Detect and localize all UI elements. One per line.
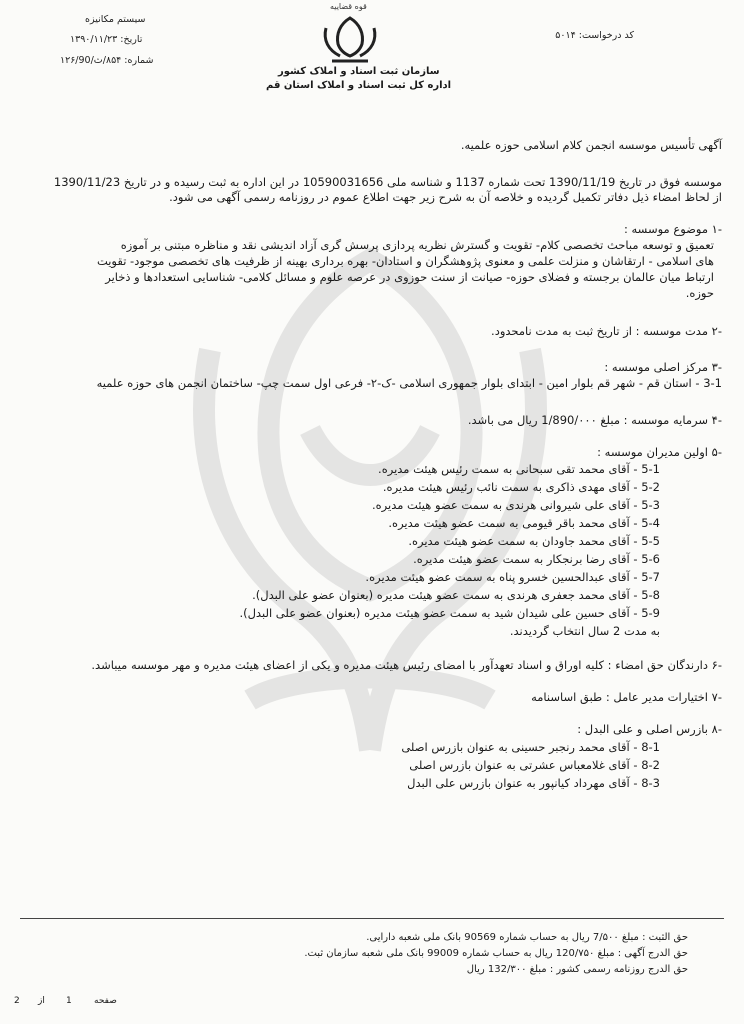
section-1-line: حوزه.: [685, 286, 714, 300]
inspector-item: 8-3 - آقای مهرداد کیانپور به عنوان بازرس علی البدل: [407, 776, 660, 790]
fee-registration: حق الثبت : مبلغ 7/۵۰۰ ریال به حساب شماره 90569 بانک ملی شعبه دارایی.: [366, 932, 688, 943]
section-1-line: های اسلامی - ارتقاشان و منزلت علمی و معنوی پژوهشگران و استادان- بهره برداری بهینه از ظرفیت های تخصصی موجود- تقویت: [96, 254, 714, 268]
document-date: تاریخ: ۱۳۹۰/۱۱/۲۳: [70, 34, 143, 45]
director-item: 5-9 - آقای حسین علی شیدان شید به سمت عضو هیئت مدیره (بعنوان عضو علی البدل).: [239, 606, 660, 620]
section-3-title: -۳ مرکز اصلی موسسه :: [604, 360, 722, 374]
section-2: -۲ مدت موسسه : از تاریخ ثبت به مدت نامحدود.: [491, 324, 722, 338]
inspector-item: 8-1 - آقای محمد رنجبر حسینی به عنوان بازرس اصلی: [401, 740, 660, 754]
section-7-ceo-authority: -۷ اختیارات مدیر عامل : طبق اساسنامه: [531, 690, 722, 704]
director-item: 5-3 - آقای علی شیروانی هرندی به سمت عضو هیئت مدیره.: [371, 498, 660, 512]
director-item: 5-1 - آقای محمد تقی سبحانی به سمت رئیس هیئت مدیره.: [378, 462, 660, 476]
directors-term: به مدت 2 سال انتخاب گردیدند.: [509, 624, 660, 638]
section-8-title: -۸ بازرس اصلی و علی البدل :: [577, 722, 722, 736]
director-item: 5-2 - آقای مهدی ذاکری به سمت نائب رئیس هیئت مدیره.: [382, 480, 660, 494]
intro-line-1: موسسه فوق در تاریخ 1390/11/19 تحت شماره 1137 و شناسه ملی 10590031656 در این اداره به ثبت رسیده و در تاریخ 1390/11/23: [53, 175, 722, 189]
org-name-line1: سازمان ثبت اسناد و املاک کشور: [278, 66, 440, 77]
fee-official-gazette: حق الدرج روزنامه رسمی کشور : مبلغ 132/۳۰۰ ریال: [466, 964, 688, 975]
section-1-title: -۱ موضوع موسسه :: [623, 222, 722, 236]
section-1-line: تعمیق و توسعه مباحث تخصصی کلام- تقویت و گسترش نظریه پردازی پرسش گری آزاد اندیشی نقد و مناظره مبتنی بر آموزه: [120, 238, 714, 252]
fee-announcement: حق الدرج آگهی : مبلغ 120/۷۵۰ ریال به حساب شماره 99009 بانک ملی شعبه سازمان ثبت.: [304, 948, 688, 959]
section-6-signatories: -۶ دارندگان حق امضاء : کلیه اوراق و اسناد تعهدآور با امضای رئیس هیئت مدیره و یکی از اعضای هیئت مدیره و مهر موسسه میباشد.: [91, 658, 722, 672]
page-current: 1: [66, 996, 72, 1006]
section-4-capital: -۴ سرمایه موسسه : مبلغ 1/890/۰۰۰ ریال می باشد.: [467, 413, 722, 427]
director-item: 5-5 - آقای محمد جاودان به سمت عضو هیئت مدیره.: [408, 534, 660, 548]
director-item: 5-7 - آقای عبدالحسین خسرو پناه به سمت عضو هیئت مدیره.: [365, 570, 660, 584]
intro-line-2: از لحاظ امضاء ذیل دفاتر تکمیل گردیده و خلاصه آن به شرح زیر جهت اطلاع عموم در روزنامه رسمی آگهی می شود.: [169, 190, 722, 204]
system-label: سیستم مکانیزه: [85, 14, 146, 25]
inspector-item: 8-2 - آقای غلامعباس عشرتی به عنوان بازرس اصلی: [409, 758, 660, 772]
footer-divider: [20, 918, 724, 919]
section-1-line: ارتباط میان عالمان برجسته و فضلای حوزه- صیانت از سنت حوزوی در عرصه علوم و مسائل کلامی- شناسایی استعدادها و ذخایر: [105, 270, 714, 284]
section-5-title: -۵ اولین مدیران موسسه :: [597, 445, 722, 459]
document-number: شماره: ۸۵۴/ث/۱۲۶/90: [60, 55, 154, 66]
page-total: 2: [14, 996, 20, 1006]
page-of-label: از: [38, 996, 45, 1006]
announcement-title: آگهی تأسیس موسسه انجمن کلام اسلامی حوزه علمیه.: [460, 138, 722, 152]
section-3-address: 3-1 - استان قم - شهر قم بلوار امین - ابتدای بلوار جمهوری اسلامی -ک-۲- فرعی اول سمت چپ- ساختمان انجمن های حوزه علمیه: [96, 376, 722, 390]
page-label: صفحه: [94, 996, 117, 1006]
director-item: 5-8 - آقای محمد جعفری هرندی به سمت عضو هیئت مدیره (بعنوان عضو علی البدل).: [252, 588, 660, 602]
org-name-line2: اداره کل ثبت اسناد و املاک استان قم: [266, 80, 452, 91]
director-item: 5-6 - آقای رضا برنجکار به سمت عضو هیئت مدیره.: [413, 552, 660, 566]
judiciary-label: قوه قضاییه: [330, 2, 367, 11]
request-code: کد درخواست: ۵۰۱۴: [555, 30, 634, 41]
director-item: 5-4 - آقای محمد باقر قیومی به سمت عضو هیئت مدیره.: [388, 516, 660, 530]
registration-emblem-icon: [318, 14, 382, 64]
